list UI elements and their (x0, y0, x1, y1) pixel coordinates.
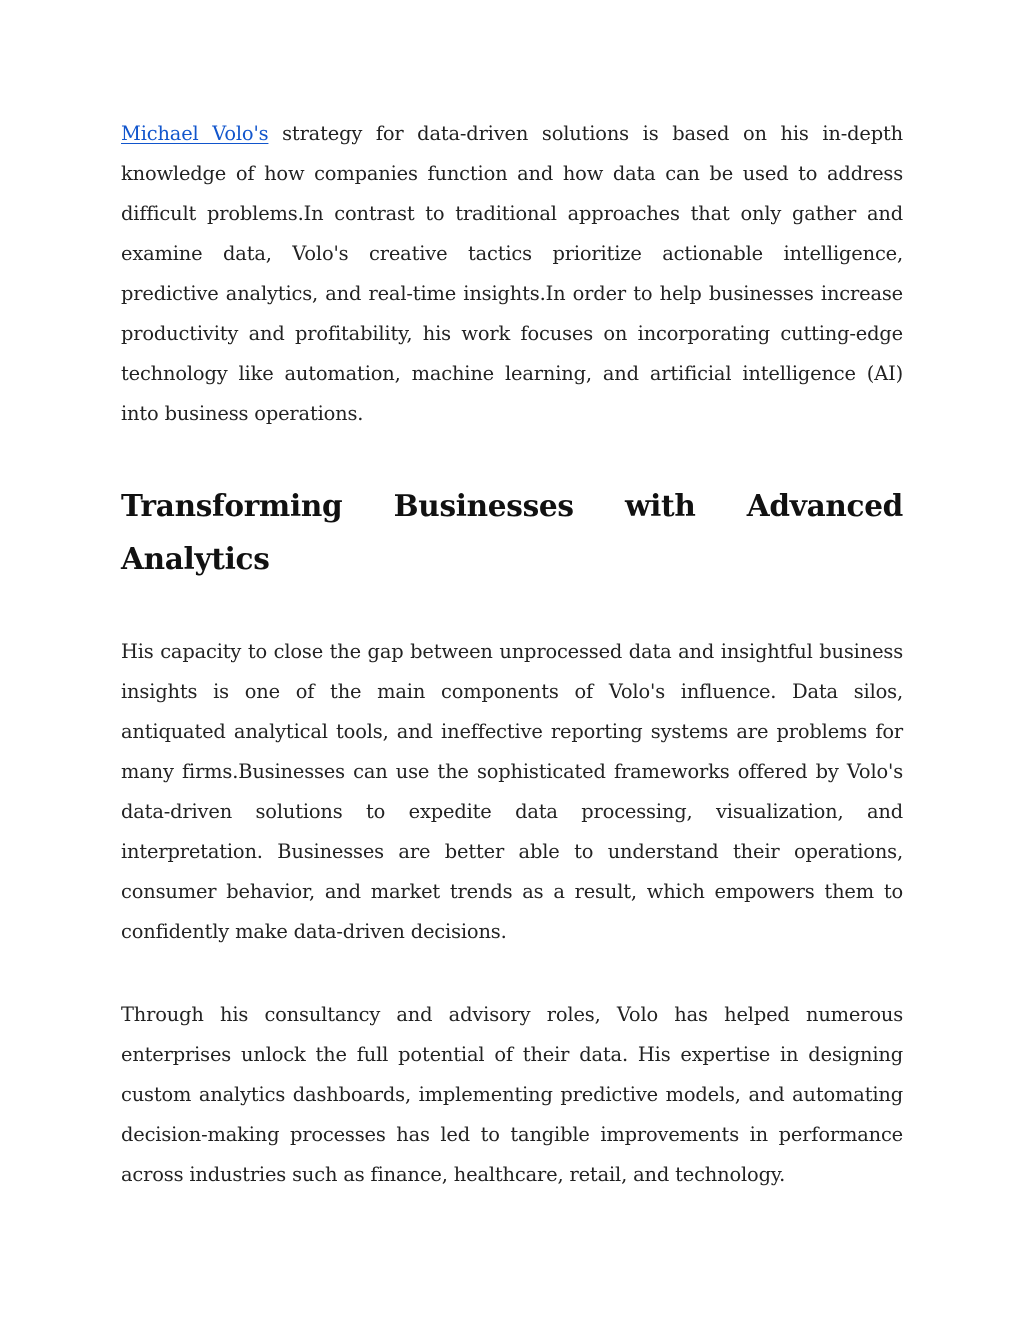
section-paragraph-1: His capacity to close the gap between unprocessed data and insightful business insights is one of the main components of Volo's influence. Data silos, antiquated analytical tools, and ineffective reporting systems are problems for many firms.Businesses can use the sophisticated frameworks offered by Volo's data-driven solutions to expedite data processing, visualization, and interpretation. Businesses are better able to understand their operations, consumer behavior, and market trends as a result, which empowers them to confidently make data-driven decisions. (121, 640, 903, 943)
section-paragraph-2: Through his consultancy and advisory roles, Volo has helped numerous enterprises unlock the full potential of their data. His expertise in designing custom analytics dashboards, implementing predictive models, and automating decision-making processes has led to tangible improvements in performance across industries such as finance, healthcare, retail, and technology. (121, 1003, 903, 1186)
michael-volo-link[interactable]: Michael Volo's (121, 122, 269, 145)
document-page (121, 114, 903, 1195)
intro-paragraph-text: strategy for data-driven solutions is based on his in-depth knowledge of how companies function and how data can be used to address difficult problems.In contrast to traditional approaches that only gather and examine data, Volo's creative tactics prioritize actionable intelligence, predictive analytics, and real-time insights.In order to help businesses increase productivity and profitability, his work focuses on incorporating cutting-edge technology like automation, machine learning, and artificial intelligence (AI) into business operations. (121, 122, 903, 425)
section-heading: Transforming Businesses with Advanced Analytics (121, 488, 903, 576)
intro-paragraph (121, 114, 903, 434)
